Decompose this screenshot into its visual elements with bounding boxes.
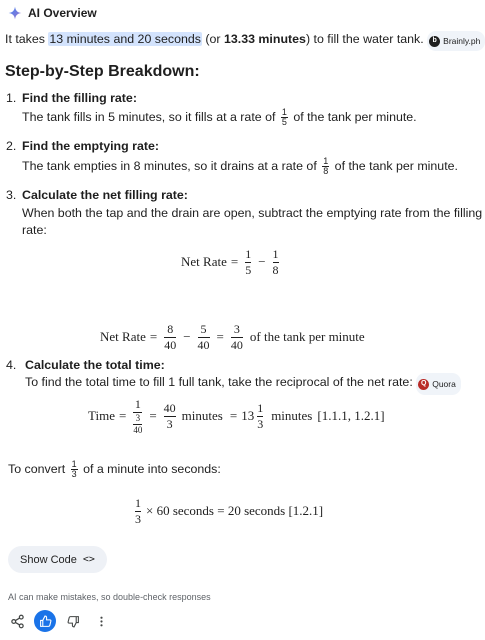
breakdown-heading: Step-by-Step Breakdown:	[5, 63, 200, 80]
thumbs-down-icon[interactable]	[62, 610, 84, 632]
complex-fraction	[133, 398, 142, 435]
step-text-b: of the tank per minute.	[331, 159, 458, 173]
frac-num: 1	[71, 459, 77, 469]
answer-mid: (or	[201, 32, 224, 46]
disclaimer-text: AI can make mistakes, so double-check responses	[8, 592, 211, 602]
step-text	[22, 107, 417, 127]
frac-den: 5	[281, 117, 287, 128]
net-rate-equation	[181, 248, 282, 276]
frac-num: 3	[135, 412, 141, 423]
step-text: rate:	[22, 223, 47, 237]
step-number: 3.	[6, 188, 17, 202]
net-rate-simplified	[100, 323, 365, 351]
frac-num: 40	[163, 401, 176, 416]
step-text-b: of the tank per minute.	[289, 110, 417, 124]
frac-num: 1	[323, 156, 329, 167]
step-text-a: The tank empties in 8 minutes, so it drains at a rate of	[22, 159, 321, 173]
frac-den: 40	[197, 337, 210, 352]
eq-label: Net Rate	[100, 329, 146, 345]
eq-op: =	[230, 254, 239, 270]
step-text-body: To find the total time to fill 1 full tank, take the reciprocal of the net rate:	[25, 375, 413, 389]
answer-bold: 13.33 minutes	[223, 32, 306, 46]
share-icon[interactable]	[6, 610, 28, 632]
seconds-equation	[132, 497, 323, 525]
source-chip-quora[interactable]	[416, 373, 461, 395]
source-chip-label: Brainly.ph	[443, 36, 481, 46]
sparkle-icon	[8, 6, 22, 20]
fraction	[164, 402, 176, 430]
eq-op: =	[118, 408, 127, 424]
code-chevrons-icon: <>	[82, 554, 95, 565]
frac-den: 40	[133, 424, 143, 435]
eq-rest: × 60 seconds = 20 seconds [1.2.1]	[146, 503, 324, 519]
source-chip-label: Quora	[432, 379, 456, 389]
eq-op: =	[149, 408, 157, 424]
frac-den: 40	[230, 337, 243, 352]
thumbs-up-icon[interactable]	[34, 610, 56, 632]
feedback-actions	[6, 610, 112, 632]
step-title: Find the emptying rate:	[22, 139, 159, 153]
inline-fraction	[322, 157, 329, 176]
fraction	[245, 248, 251, 276]
step-number: 4.	[6, 358, 17, 372]
answer-prefix: It takes	[5, 32, 49, 46]
eq-tail: of the tank per minute	[249, 329, 365, 345]
fraction	[164, 323, 176, 351]
frac-den: 3	[135, 511, 141, 526]
convert-prefix: To convert	[8, 461, 69, 476]
source-chip-brainly[interactable]	[427, 31, 485, 51]
more-options-icon[interactable]	[90, 610, 112, 632]
frac-num: 8	[167, 322, 174, 336]
nested-fraction	[133, 414, 142, 435]
frac-den: 8	[323, 166, 329, 177]
convert-text	[8, 460, 221, 479]
convert-suffix: of a minute into seconds:	[79, 461, 221, 476]
frac-den: 5	[245, 262, 252, 277]
frac-num: 1	[135, 496, 141, 510]
quora-icon: Q	[418, 379, 429, 390]
show-code-label: Show Code	[20, 553, 77, 566]
step-text-a: The tank fills in 5 minutes, so it fills at a rate of	[22, 110, 279, 124]
answer-highlight: 13 minutes and 20 seconds	[49, 32, 201, 46]
fraction	[273, 248, 279, 276]
step-title: Find the filling rate:	[22, 91, 137, 105]
eq-unit: minutes	[271, 408, 313, 424]
eq-unit: minutes	[181, 408, 223, 424]
eq-op: =	[149, 329, 158, 345]
step-number: 1.	[6, 91, 17, 105]
frac-den: 3	[71, 469, 77, 479]
frac-den: 3	[257, 416, 264, 431]
eq-op: −	[183, 329, 191, 345]
fraction	[231, 323, 243, 351]
fraction	[198, 323, 210, 351]
inline-fraction	[71, 460, 78, 479]
frac-num: 1	[134, 397, 141, 411]
mixed-whole: 13	[241, 408, 255, 424]
fraction	[135, 497, 141, 525]
answer-summary	[5, 30, 481, 51]
step-number: 2.	[6, 139, 17, 153]
inline-fraction	[281, 108, 288, 127]
time-equation	[88, 398, 385, 435]
step-text: When both the tap and the drain are open, subtract the emptying rate from the filling	[22, 206, 483, 220]
brainly-icon: b	[429, 36, 440, 47]
frac-den: 40	[164, 337, 177, 352]
frac-den: 8	[272, 262, 279, 277]
frac-den: 3	[166, 416, 173, 431]
frac-num: 1	[281, 107, 287, 118]
ai-overview-title: AI Overview	[28, 6, 97, 20]
step-text	[22, 156, 458, 176]
frac-num: 3	[233, 322, 240, 336]
eq-op: =	[229, 408, 238, 424]
eq-label: Net Rate	[181, 254, 227, 270]
eq-label: Time	[88, 408, 115, 424]
step-title: Calculate the net filling rate:	[22, 188, 188, 202]
ai-overview-header	[8, 4, 97, 22]
frac-num: 5	[200, 322, 207, 336]
fraction	[257, 402, 263, 430]
frac-num: 1	[257, 401, 264, 416]
answer-suffix: ) to fill the water tank.	[305, 32, 424, 46]
frac-num: 1	[272, 247, 279, 261]
eq-op: =	[216, 329, 224, 345]
eq-op: −	[258, 254, 266, 270]
step-title: Calculate the total time:	[25, 358, 165, 372]
step-text	[25, 372, 461, 395]
frac-num: 1	[245, 247, 252, 261]
show-code-button[interactable]	[8, 546, 107, 573]
eq-citation: [1.1.1, 1.2.1]	[317, 408, 385, 424]
